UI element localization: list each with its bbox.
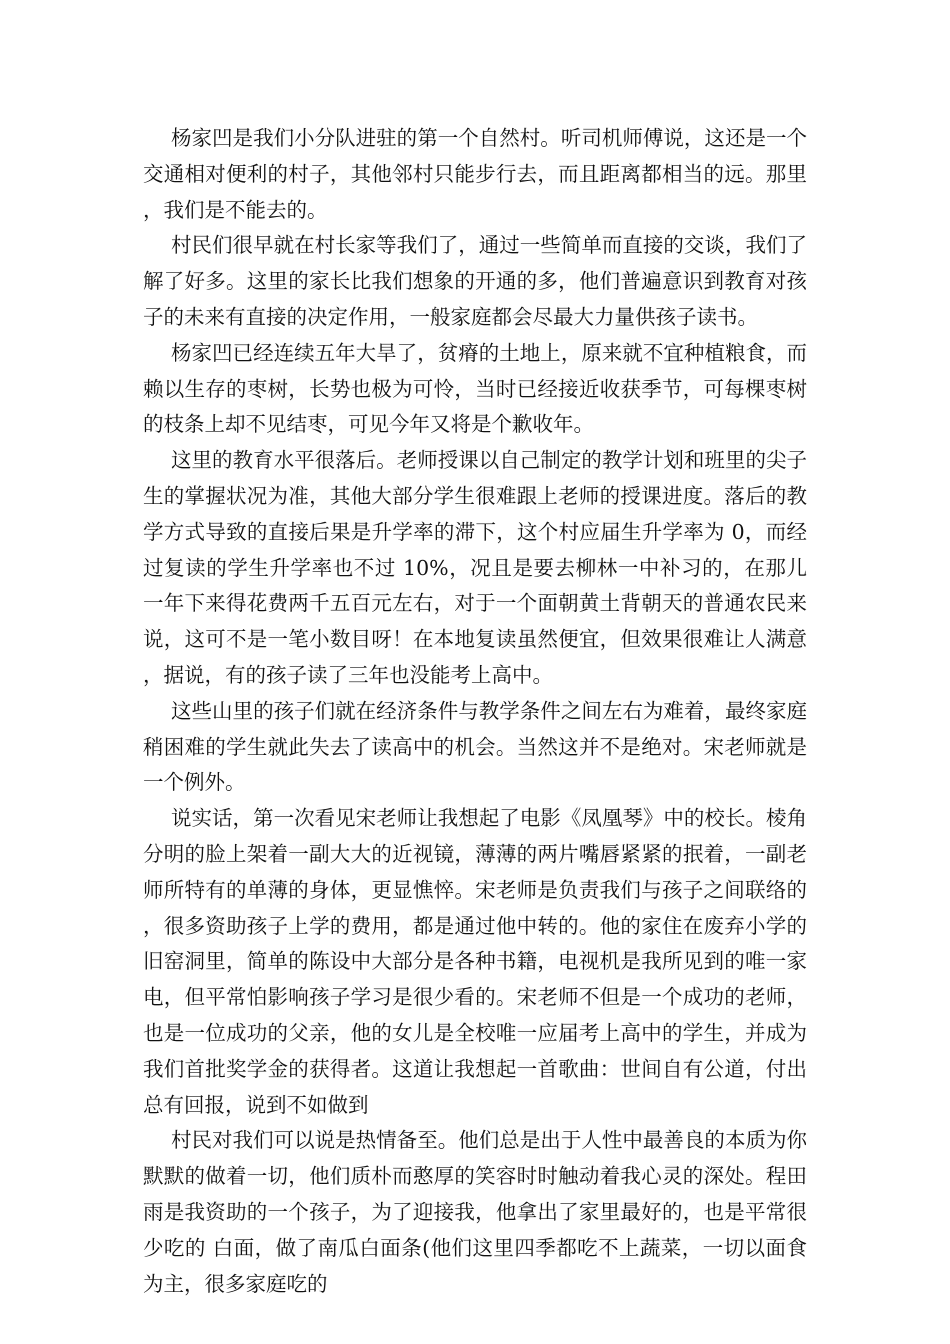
paragraph: 村民们很早就在村长家等我们了，通过一些简单而直接的交谈，我们了解了好多。这里的家长比我们想象的开通的多，他们普遍意识到教育对孩子的未来有直接的决定作用，一般家庭都会尽最大力量供孩子读书。 <box>143 233 807 329</box>
paragraph: 说实话，第一次看见宋老师让我想起了电影《凤凰琴》中的校长。棱角分明的脸上架着一副大大的近视镜，薄薄的两片嘴唇紧紧的抿着，一副老师所特有的单薄的身体，更显憔悴。宋老师是负责我们与孩子之间联络的，很多资助孩子上学的费用，都是通过他中转的。他的家住在废弃小学的旧窑洞里，简单的陈设中大部分是各种书籍，电视机是我所见到的唯一家电，但平常怕影响孩子学习是很少看的。宋老师不但是一个成功的老师，也是一位成功的父亲，他的女儿是全校唯一应届考上高中的学生，并成为我们首批奖学金的获得者。这道让我想起一首歌曲：世间自有公道，付出总有回报，说到不如做到 <box>143 806 807 1117</box>
paragraph: 杨家凹是我们小分队进驻的第一个自然村。听司机师傅说，这还是一个交通相对便利的村子，其他邻村只能步行去，而且距离都相当的远。那里，我们是不能去的。 <box>143 126 807 222</box>
paragraph: 这些山里的孩子们就在经济条件与教学条件之间左右为难着，最终家庭稍困难的学生就此失去了读高中的机会。当然这并不是绝对。宋老师就是一个例外。 <box>143 698 807 795</box>
paragraph: 这里的教育水平很落后。老师授课以自己制定的教学计划和班里的尖子生的掌握状况为准，其他大部分学生很难跟上老师的授课进度。落后的教学方式导致的直接后果是升学率的滞下，这个村应届生升学率为 0，而经过复读的学生升学率也不过 10%，况且是要去柳林一中补习的，在那儿一年下来得花费两千五百元左右，对于一个面朝黄土背朝天的普通农民来说，这可不是一笔小数目呀！在本地复读虽然便宜，但效果很难让人满意，据说，有的孩子读了三年也没能考上高中。 <box>143 448 807 687</box>
document-body <box>143 121 807 1302</box>
paragraph: 杨家凹已经连续五年大旱了，贫瘠的土地上，原来就不宜种植粮食，而赖以生存的枣树，长势也极为可怜，当时已经接近收获季节，可每棵枣树的枝条上却不见结枣，可见今年又将是个歉收年。 <box>143 340 807 437</box>
paragraph: 村民对我们可以说是热情备至。他们总是出于人性中最善良的本质为你默默的做着一切，他们质朴而憨厚的笑容时时触动着我心灵的深处。程田雨是我资助的一个孩子，为了迎接我，他拿出了家里最好的，也是平常很少吃的 白面，做了南瓜白面条(他们这里四季都吃不上蔬菜，一切以面食为主，很多家庭吃的 <box>143 1128 807 1296</box>
